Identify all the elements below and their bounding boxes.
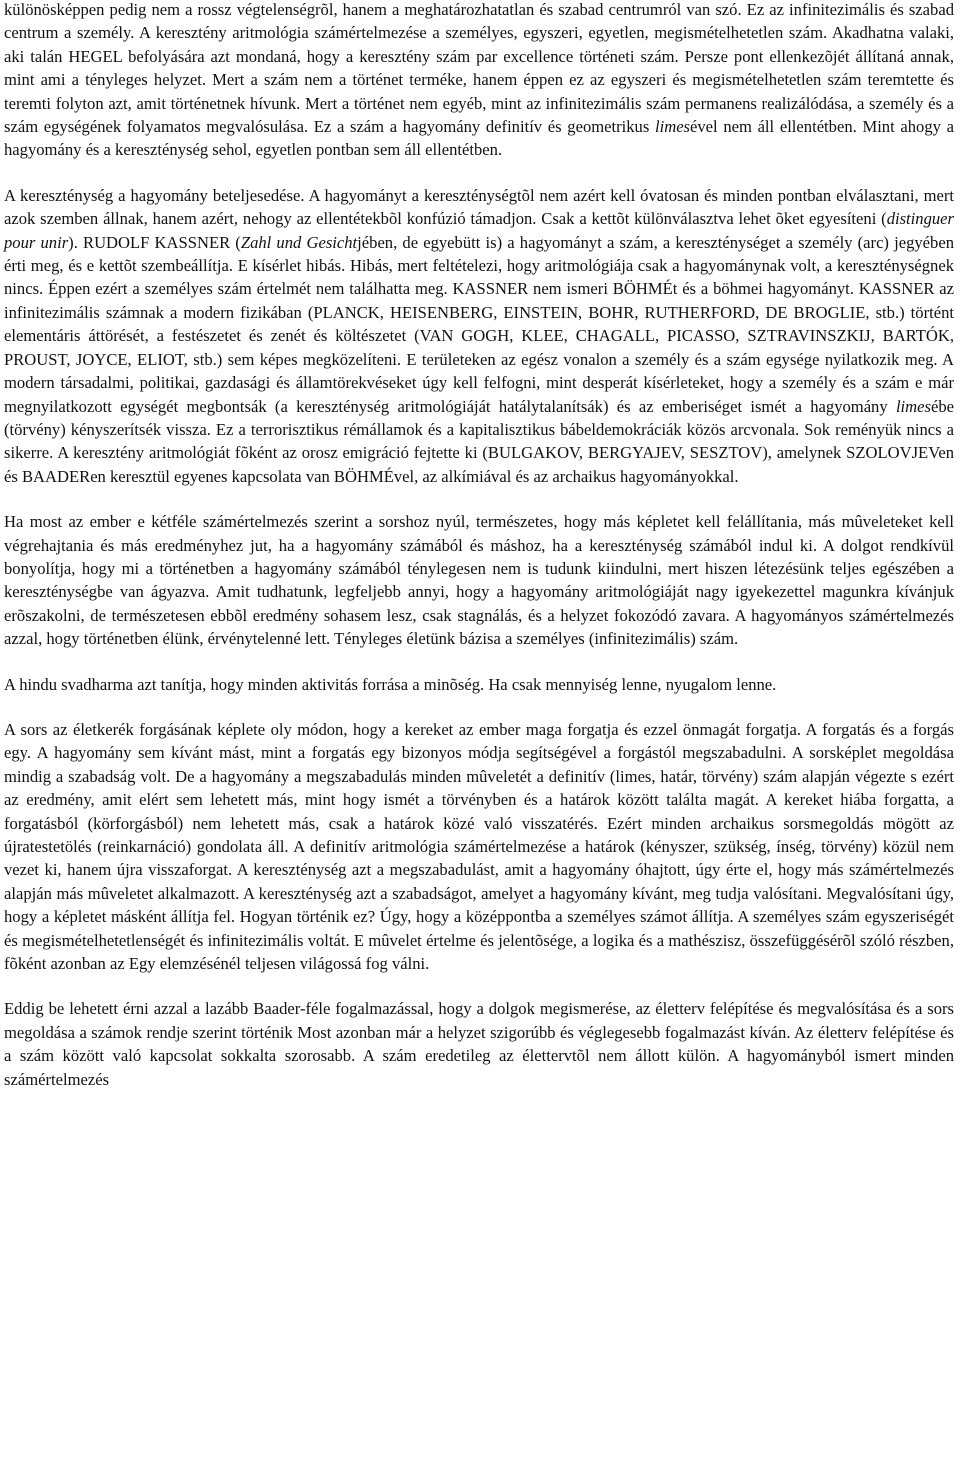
paragraph — [4, 997, 954, 1091]
text-run: A sors az életkerék forgásának képlete oly módon, hogy a kereket az ember maga forgatja és ezzel önmagát forgatja. A forgatás és a forgás egy. A hagyomány sem kívánt mást, mint a forgatás egy bizonyos módja segítségével a forgástól megszabadulni. A sorsképlet megoldása mindig a szabadság volt. De a hagyomány a megszabadulás minden mûveletét a definitív (limes, határ, törvény) szám alapján végezte s ezért az eredmény, amit elért sem lehetett más, mint hogy ismét a törvényben és a határok között találta magát. A kereket hiába forgatta, a forgatásból (körforgásból) nem lehetett más, csak a határok közé való visszatérés. Ezért minden archaikus sorsmegoldás mögött az újratestetölés (reinkarnáció) gondolata áll. A definitív aritmológia számértelmezése a határok (kényszer, szükség, ínség, törvény) közül nem vezet ki, hanem újra visszaforgat. A kereszténység azt a megszabadulást, amit a hagyomány óhajtott, úgy érte el, hogy más számértelmezés alapján más mûveletet alkalmazott. A kereszténység azt a szabadságot, amelyet a hagyomány kívánt, meg tudja valósítani. Megvalósítani úgy, hogy a képletet másként állítja fel. Hogyan történik ez? Úgy, hogy a középpontba a személyes számot állítja. A személyes szám egyszeriségét és megismételhetetlenségét és infinitezimális voltát. E mûvelet értelme és jelentõsége, a logika és a mathészisz, összefüggésérõl szóló részben, fõként azonban az Egy elemzésénél teljesen világossá fog válni. — [4, 719, 954, 974]
paragraph — [4, 0, 954, 162]
paragraph — [4, 673, 954, 696]
paragraph — [4, 184, 954, 488]
text-run: A kereszténység a hagyomány beteljesedése. A hagyományt a kereszténységtõl nem azért kell óvatosan és minden pontban elválasztani, mert azok szemben állnak, hanem azért, nehogy az ellentétekbõl konfúzió támadjon. Csak a kettõt különválasztva lehet õket egyesíteni ( — [4, 185, 954, 229]
italic-text-run: limes — [654, 117, 691, 137]
text-run: különösképpen pedig nem a rossz végtelenségrõl, hanem a meghatározhatatlan és szabad centrumról van szó. Ez az infinitezimális és szabad centrum a személy. A keresztény aritmológia számértelmezése a személyes, egyszeri, egyetlen, megismételhetetlen szám. Akadhatna valaki, aki talán HEGEL befolyására azt mondaná, hogy a keresztény szám par excellence történeti szám. Persze pont ellenkezõjét állítaná annak, mint ami a tényleges helyzet. Mert a szám nem a történet terméke, hanem éppen ez az egyszeri és megismételhetetlen szám teremtette és teremti folyton azt, amit történetnek hívunk. Mert a történet nem egyéb, mint az infinitezimális szám permanens realizálódása, a személy és a szám egységének folyamatos megvalósulása. Ez a szám a hagyomány definitív és geometrikus — [4, 0, 954, 137]
text-run: Ha most az ember e kétféle számértelmezés szerint a sorshoz nyúl, természetes, hogy más képletet kell felállítania, más mûveleteket kell végrehajtania és más eredményhez jut, ha a hagyomány számából és máshoz, ha a kereszténység számából indul ki. A dolgot rendkívül bonyolítja, hogy mi a történetben a hagyomány számából ténylegesen nem is tudunk kiindulni, mert hiszen létezésünk teljes egészében a kereszténységbe van ágyazva. Amit tudhatunk, legfeljebb annyi, hogy a hagyomány aritmológiáját nagy igyekezettel magunkra kívánjuk erõszakolni, de természetesen ebbõl eredmény sohasem lesz, csak stagnálás, és a helyzet fokozódó zavara. A hagyományos számértelmezés azzal, hogy történetben élünk, érvénytelenné lett. Tényleges életünk bázisa a személyes (infinitezimális) szám. — [4, 512, 954, 649]
text-run: A hindu svadharma azt tanítja, hogy minden aktivitás forrása a minõség. Ha csak mennyiség lenne, nyugalom lenne. — [4, 674, 777, 694]
italic-text-run: limes — [895, 396, 931, 416]
paragraph — [4, 510, 954, 650]
text-run: ébe (törvény) kényszerítsék vissza. Ez a terrorisztikus rémállamok és a kapitalisztikus bábeldemokráciák közös arcvonala. Sok reményük nincs a sikerre. A keresztény aritmológiát fõként az orosz emigráció fejtette ki (BULGAKOV, BERGYAJEV, SESZTOV), amelynek SZOLOVJEVen és BAADERen keresztül egyenes kapcsolata van BÖHMÉvel, az alkímiával és az archaikus hagyományokkal. — [4, 396, 954, 486]
italic-text-run: distinguer pour unir — [4, 209, 954, 252]
text-run: jében, de egyebütt is) a hagyományt a szám, a kereszténységet a személy (arc) jegyében érti meg, és e kettõt szembeállítja. E kísérlet hibás. Hibás, mert feltételezi, hogy aritmológiája csak a hagyománynak volt, a kereszténységnek nincs. Éppen ezért a személyes szám értelmét nem találhatta meg. KASSNER nem ismeri BÖHMÉt és a böhmei hagyományt. KASSNER az infinitezimális számnak a modern fizikában (PLANCK, HEISENBERG, EINSTEIN, BOHR, RUTHERFORD, DE BROGLIE, stb.) történt elementáris áttörését, a festészetet és zenét és költészetet (VAN GOGH, KLEE, CHAGALL, PICASSO, SZTRAVINSZKIJ, BARTÓK, PROUST, JOYCE, ELIOT, stb.) sem képes megközelíteni. E területeken az egész vonalon a személy és a szám egysége nyilatkozik meg. A modern társadalmi, politikai, gazdasági és államtörekvéseket úgy kell felfogni, mint desperát kísérleteket, hogy a személy és a szám e már megnyilatkozott egységét megbontsák (a kereszténység aritmológiáját hatálytalanítsák) és az emberiséget ismét a hagyomány — [4, 232, 955, 416]
document-page — [4, 0, 954, 1091]
paragraph — [4, 718, 954, 975]
text-run: ). RUDOLF KASSNER ( — [68, 232, 241, 252]
italic-text-run: Zahl und Gesicht — [240, 232, 358, 252]
text-run: Eddig be lehetett érni azzal a lazább Baader-féle fogalmazással, hogy a dolgok megismerése, az életterv felépítése és megvalósítása és a sors megoldása a számok rendje szerint történik Most azonban már a helyzet szigorúbb és véglegesebb fogalmazást kíván. Az életterv felépítése és a szám között való kapcsolat sokkalta szorosabb. A szám eredetileg az élettervtõl nem állott külön. A hagyományból ismert minden számértelmezés — [4, 999, 954, 1089]
text-run: ével nem áll ellentétben. Mint ahogy a hagyomány és a kereszténység sehol, egyetlen pontban sem áll ellentétben. — [4, 117, 954, 160]
